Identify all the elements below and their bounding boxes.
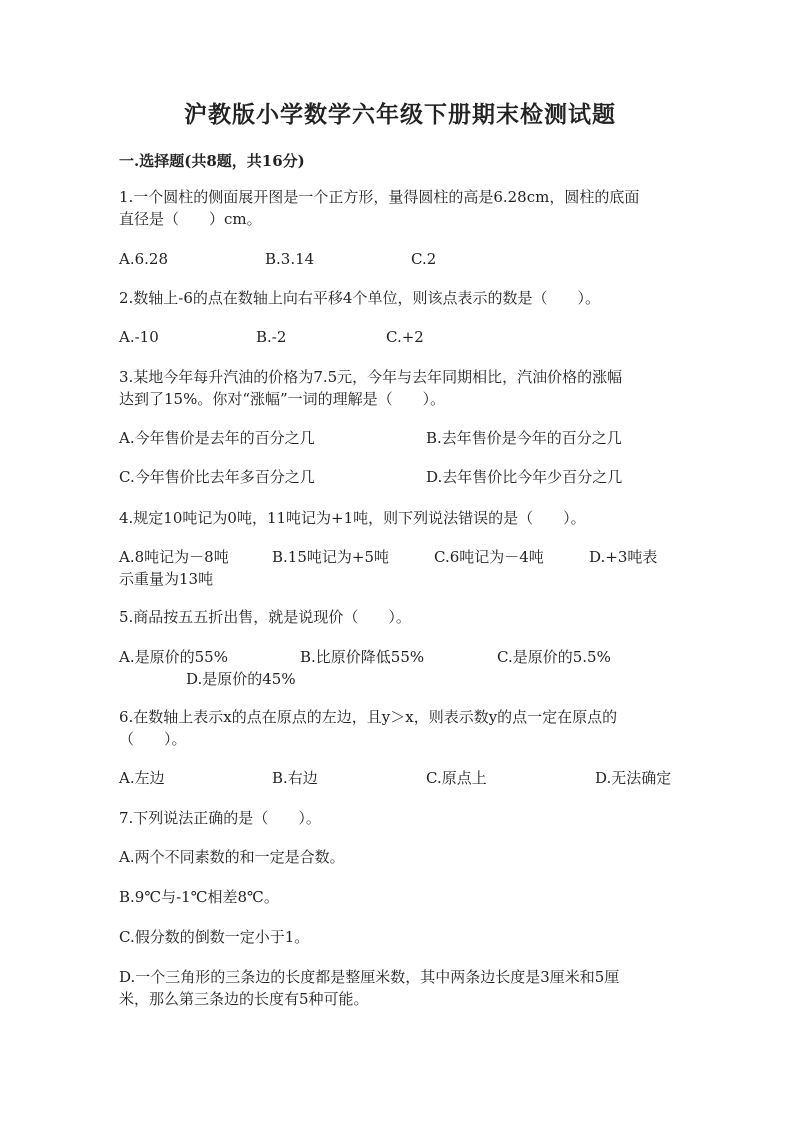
question-3-stem-line-2: 达到了15%。你对“涨幅”一词的理解是（ ）。 bbox=[119, 390, 446, 408]
question-6-stem-line-2: （ ）。 bbox=[119, 730, 187, 748]
question-3-option-b: B.去年售价是今年的百分之几 bbox=[426, 429, 622, 447]
question-7-option-d-continued: 米，那么第三条边的长度有5种可能。 bbox=[119, 990, 369, 1008]
question-4-stem-line-1: 4.规定10吨记为0吨，11吨记为+1吨，则下列说法错误的是（ ）。 bbox=[119, 509, 586, 527]
question-6-option-d: D.无法确定 bbox=[595, 769, 672, 787]
page-title: 沪教版小学数学六年级下册期末检测试题 bbox=[184, 101, 616, 128]
question-4-option-c: C.6吨记为－4吨 bbox=[434, 548, 544, 566]
question-4-option-d-continued: 示重量为13吨 bbox=[119, 570, 214, 588]
question-6-option-a: A.左边 bbox=[119, 769, 165, 787]
question-5-option-c: C.是原价的5.5% bbox=[497, 648, 611, 666]
question-5-option-a: A.是原价的55% bbox=[119, 648, 228, 666]
question-4-option-d: D.+3吨表 bbox=[589, 548, 658, 566]
question-1-stem-line-1: 1.一个圆柱的侧面展开图是一个正方形，量得圆柱的高是6.28cm，圆柱的底面 bbox=[119, 188, 640, 206]
question-1-option-c: C.2 bbox=[411, 250, 437, 268]
question-7-option-b: B.9℃与-1℃相差8℃。 bbox=[119, 888, 279, 906]
question-4-option-b: B.15吨记为+5吨 bbox=[272, 548, 389, 566]
question-5-stem-line-1: 5.商品按五五折出售，就是说现价（ ）。 bbox=[119, 608, 411, 626]
question-3-option-a: A.今年售价是去年的百分之几 bbox=[119, 429, 315, 447]
question-6-option-b: B.右边 bbox=[272, 769, 318, 787]
question-4-option-a: A.8吨记为－8吨 bbox=[119, 548, 229, 566]
question-7-stem-line-1: 7.下列说法正确的是（ ）。 bbox=[119, 809, 321, 827]
question-3-option-d: D.去年售价比今年少百分之几 bbox=[426, 468, 623, 486]
question-7-option-d: D.一个三角形的三条边的长度都是整厘米数，其中两条边长度是3厘米和5厘 bbox=[119, 968, 620, 986]
question-2-stem-line-1: 2.数轴上-6的点在数轴上向右平移4个单位，则该点表示的数是（ ）。 bbox=[119, 289, 600, 307]
question-7-option-c: C.假分数的倒数一定小于1。 bbox=[119, 928, 310, 946]
question-2-option-a: A.-10 bbox=[119, 328, 159, 346]
question-6-option-c: C.原点上 bbox=[426, 769, 487, 787]
question-3-option-c: C.今年售价比去年多百分之几 bbox=[119, 468, 315, 486]
section-heading: 一.选择题(共8题，共16分) bbox=[119, 152, 305, 170]
question-1-option-b: B.3.14 bbox=[265, 250, 315, 268]
question-7-option-a: A.两个不同素数的和一定是合数。 bbox=[119, 848, 345, 866]
question-2-option-c: C.+2 bbox=[386, 328, 424, 346]
question-1-option-a: A.6.28 bbox=[119, 250, 168, 268]
question-1-stem-line-2: 直径是（ ）cm。 bbox=[119, 210, 262, 228]
question-5-option-b: B.比原价降低55% bbox=[300, 648, 425, 666]
question-6-stem-line-1: 6.在数轴上表示x的点在原点的左边，且y＞x，则表示数y的点一定在原点的 bbox=[119, 708, 618, 726]
question-3-stem-line-1: 3.某地今年每升汽油的价格为7.5元，今年与去年同期相比，汽油价格的涨幅 bbox=[119, 368, 623, 386]
question-2-option-b: B.-2 bbox=[256, 328, 287, 346]
question-5-option-d: D.是原价的45% bbox=[186, 670, 296, 688]
